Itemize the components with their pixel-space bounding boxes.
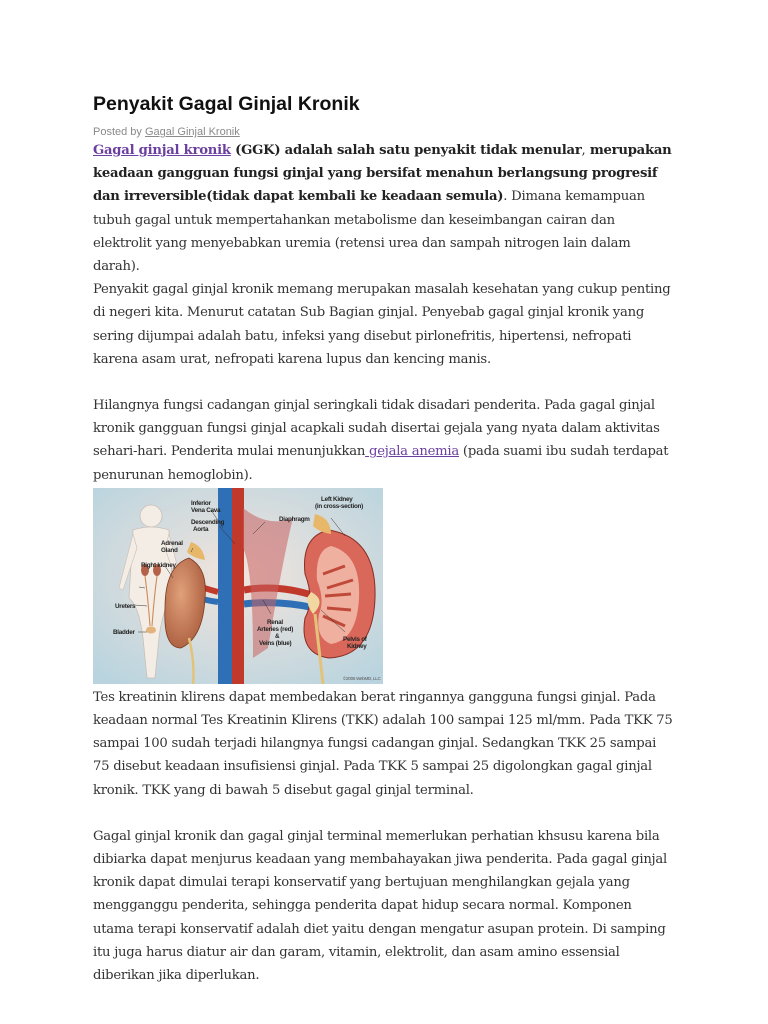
paragraph-4: Tes kreatinin klirens dapat membedakan berat ringannya gangguna fungsi ginjal. Pada keadaan normal Tes Kreatinin Klirens (TKK) adalah 100 sampai 125 ml/mm. Pada TKK 75 sampai 100 sudah terjadi hilangnya fungsi cadangan ginjal. Sedangkan TKK 25 sampai 75 disebut keadaan insufisiensi ginjal. Pada TKK 5 sampai 25 digolongkan gagal ginjal kronik. TKK yang di bawah 5 disebut gagal ginjal terminal.	[93, 689, 673, 798]
kidney-anatomy-image	[93, 488, 383, 684]
label-aorta: Descending	[191, 518, 225, 526]
label-renal-2: Arteries (red)	[257, 625, 294, 633]
paragraph-3-end: (pada suami ibu sudah terdapat penurunan hemoglobin).	[93, 444, 669, 483]
label-aorta-2: Aorta	[193, 525, 209, 533]
spacer-2	[93, 802, 673, 825]
label-renal-3: &	[275, 632, 280, 640]
posted-by	[93, 125, 673, 139]
label-renal-4: Veins (blue)	[259, 639, 292, 647]
paragraph-2: Penyakit gagal ginjal kronik memang merupakan masalah kesehatan yang cukup penting di negeri kita. Menurut catatan Sub Bagian ginjal. Penyebab gagal ginjal kronik yang sering dijumpai adalah batu, infeksi yang disebut pirlonefritis, hipertensi, nefropati karena asam urat, nefropati karena lupus dan kencing manis.	[93, 282, 671, 367]
paragraph-3	[93, 394, 673, 487]
label-diaphragm: Diaphragm	[279, 515, 310, 523]
label-adrenal: Adrenal	[161, 539, 183, 547]
label-ivc-2: Vena Cava	[191, 506, 221, 514]
bold-text-2: merupakan keadaan gangguan fungsi ginjal yang bersifat menahun berlangsung progresif dan irreversible(tidak dapat kembali ke keadaan semula)	[93, 143, 672, 205]
ggk-link[interactable]: Gagal ginjal kronik	[93, 143, 231, 158]
label-pelvis-2: Kidney	[347, 642, 367, 650]
posted-prefix: Posted by	[93, 126, 142, 138]
image-copyright: ©2005 WebMD, LLC	[343, 675, 381, 681]
label-bladder: Bladder	[113, 628, 135, 636]
kidney-diagram	[93, 488, 383, 684]
spacer	[93, 371, 673, 394]
bold-text: (GGK) adalah salah satu penyakit tidak menular	[230, 143, 582, 158]
comma: ,	[581, 143, 586, 158]
article-body	[93, 139, 673, 987]
label-left-kidney-2: (in cross-section)	[315, 502, 363, 510]
paragraph-1	[93, 139, 673, 278]
paragraph-5: Gagal ginjal kronik dan gagal ginjal terminal memerlukan perhatian khsusu karena bila dibiarka dapat menjurus keadaan yang membahayakan jiwa penderita. Pada gagal ginjal kronik dapat dimulai terapi konservatif yang bertujuan menghilangkan gejala yang mengganggu penderita, sehingga penderita dapat hidup secara normal. Komponen utama terapi konservatif adalah diet yaitu dengan mengatur asupan protein. Di samping itu juga harus diatur air dan garam, vitamin, elektrolit, dan asam amino essensial diberikan jika diperlukan.	[93, 828, 667, 984]
author-link[interactable]: Gagal Ginjal Kronik	[144, 126, 240, 138]
label-renal: Renal	[267, 618, 283, 626]
label-ureters: Ureters	[115, 602, 136, 610]
label-left-kidney: Left Kidney	[321, 495, 353, 503]
paragraph-1-rest: . Dimana kemampuan tubuh gagal untuk mempertahankan metabolisme dan keseimbangan cairan dan elektrolit yang menyebabkan uremia (retensi urea dan sampah nitrogen lain dalam darah).	[93, 189, 645, 275]
page-title: Penyakit Gagal Ginjal Kronik	[93, 93, 360, 115]
anemia-link[interactable]: gejala anemia	[365, 444, 459, 460]
paragraph-3-text: Hilangnya fungsi cadangan ginjal seringkali tidak disadari penderita. Pada gagal ginjal kronik gangguan fungsi ginjal acapkali sudah disertai gejala yang nyata dalam aktivitas sehari-hari. Penderita mulai menunjukkan	[93, 398, 660, 460]
label-ivc: Inferior	[191, 499, 211, 507]
label-adrenal-2: Gland	[161, 546, 178, 554]
label-pelvis: Pelvis of	[343, 635, 367, 643]
label-right-kidney: Right kidney	[141, 561, 176, 569]
article	[93, 90, 673, 987]
